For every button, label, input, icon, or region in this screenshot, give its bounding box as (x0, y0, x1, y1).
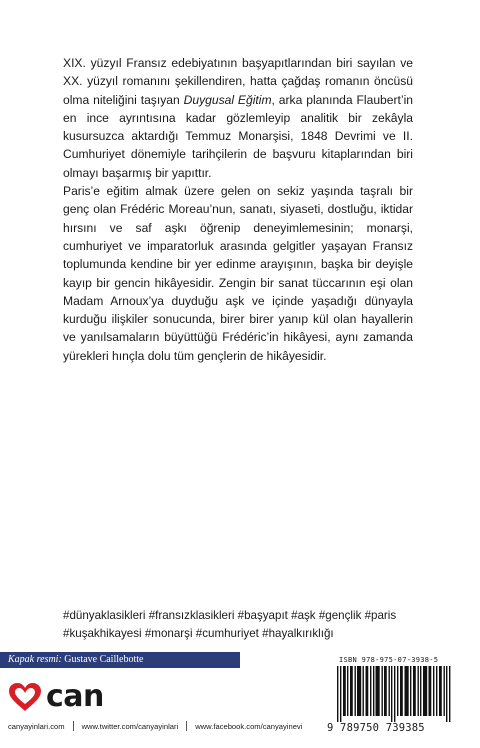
hashtags-line-1: #dünyaklasikleri #fransızklasikleri #başyapıt #aşk #gençlik #paris (63, 609, 397, 622)
isbn-label: ISBN 978-975-07-3938-5 (339, 656, 439, 664)
cover-credit (0, 652, 240, 668)
hashtags-line-2: #kuşakhikayesi #monarşi #cumhuriyet #hayalkırıklığı (63, 626, 334, 640)
divider (73, 721, 74, 731)
blurb-p1-text-b: , arka planında Flaubert’in en ince ayrıntısına kadar gözlemleyip analitik bir zekâyla kusursuzca aktardığı Temmuz Monarşisi, 1848 Devrimi ve II. Cumhuriyet dönemiyle tarihçilerin de başvuru kitaplarından biri olmayı başarmış bir yapıttır. (63, 92, 413, 180)
blurb-paragraph-2: Paris’e eğitim almak üzere gelen on sekiz yaşında taşralı bir genç olan Frédéric Moreau’nun, sanatı, siyaseti, dostluğu, iktidar hırsını ve saf aşkı öğrenip deneyimlemesinin; monarşi, cumhuriyet ve imparatorluk arasında gelgitler yaşayan Fransız toplumunda kendine bir yer edinme arayışının, başka bir deyişle kayıp bir gencin hikâyesidir. Zengin bir sanat tüccarının eşi olan Madam Arnoux’ya duyduğu aşk ve içinde yaşadığı dünyayla kurduğu ilişkiler sonucunda, birer birer yanıp kül olan hayallerin ve yanılsamaların büyüttüğü Frédéric’in hikâyesi, aynı zamanda yürekleri hınçla dolu tüm gençlerin de hikâyesidir. (63, 184, 413, 363)
blurb-paragraph-1 (63, 54, 413, 182)
publisher-logo (8, 680, 104, 714)
facebook-link[interactable]: www.facebook.com/canyayinevi (195, 721, 303, 731)
publisher-wordmark: can (46, 679, 104, 714)
barcode-image (327, 666, 467, 722)
book-title: Duygusal Eğitim (183, 92, 272, 107)
web-link[interactable]: canyayinlari.com (8, 721, 65, 731)
heart-icon (8, 682, 42, 712)
hashtags (63, 607, 433, 642)
back-cover-blurb (63, 54, 413, 365)
isbn-barcode-box (325, 652, 470, 738)
isbn-digits: 9 789750 739385 (327, 722, 425, 734)
divider (186, 721, 187, 731)
cover-credit-label: Kapak resmi: (8, 654, 62, 665)
publisher-links (8, 721, 308, 731)
cover-credit-artist: Gustave Caillebotte (64, 654, 144, 665)
twitter-link[interactable]: www.twitter.com/canyayinlari (81, 721, 179, 731)
blurb-p1-text-a: XIX. yüzyıl Fransız edebiyatının başyapıtlarından biri sayılan ve XX. yüzyıl romanını şekillendiren, hatta çağdaş romanın öncüsü olma niteliğini taşıyan (63, 56, 413, 107)
